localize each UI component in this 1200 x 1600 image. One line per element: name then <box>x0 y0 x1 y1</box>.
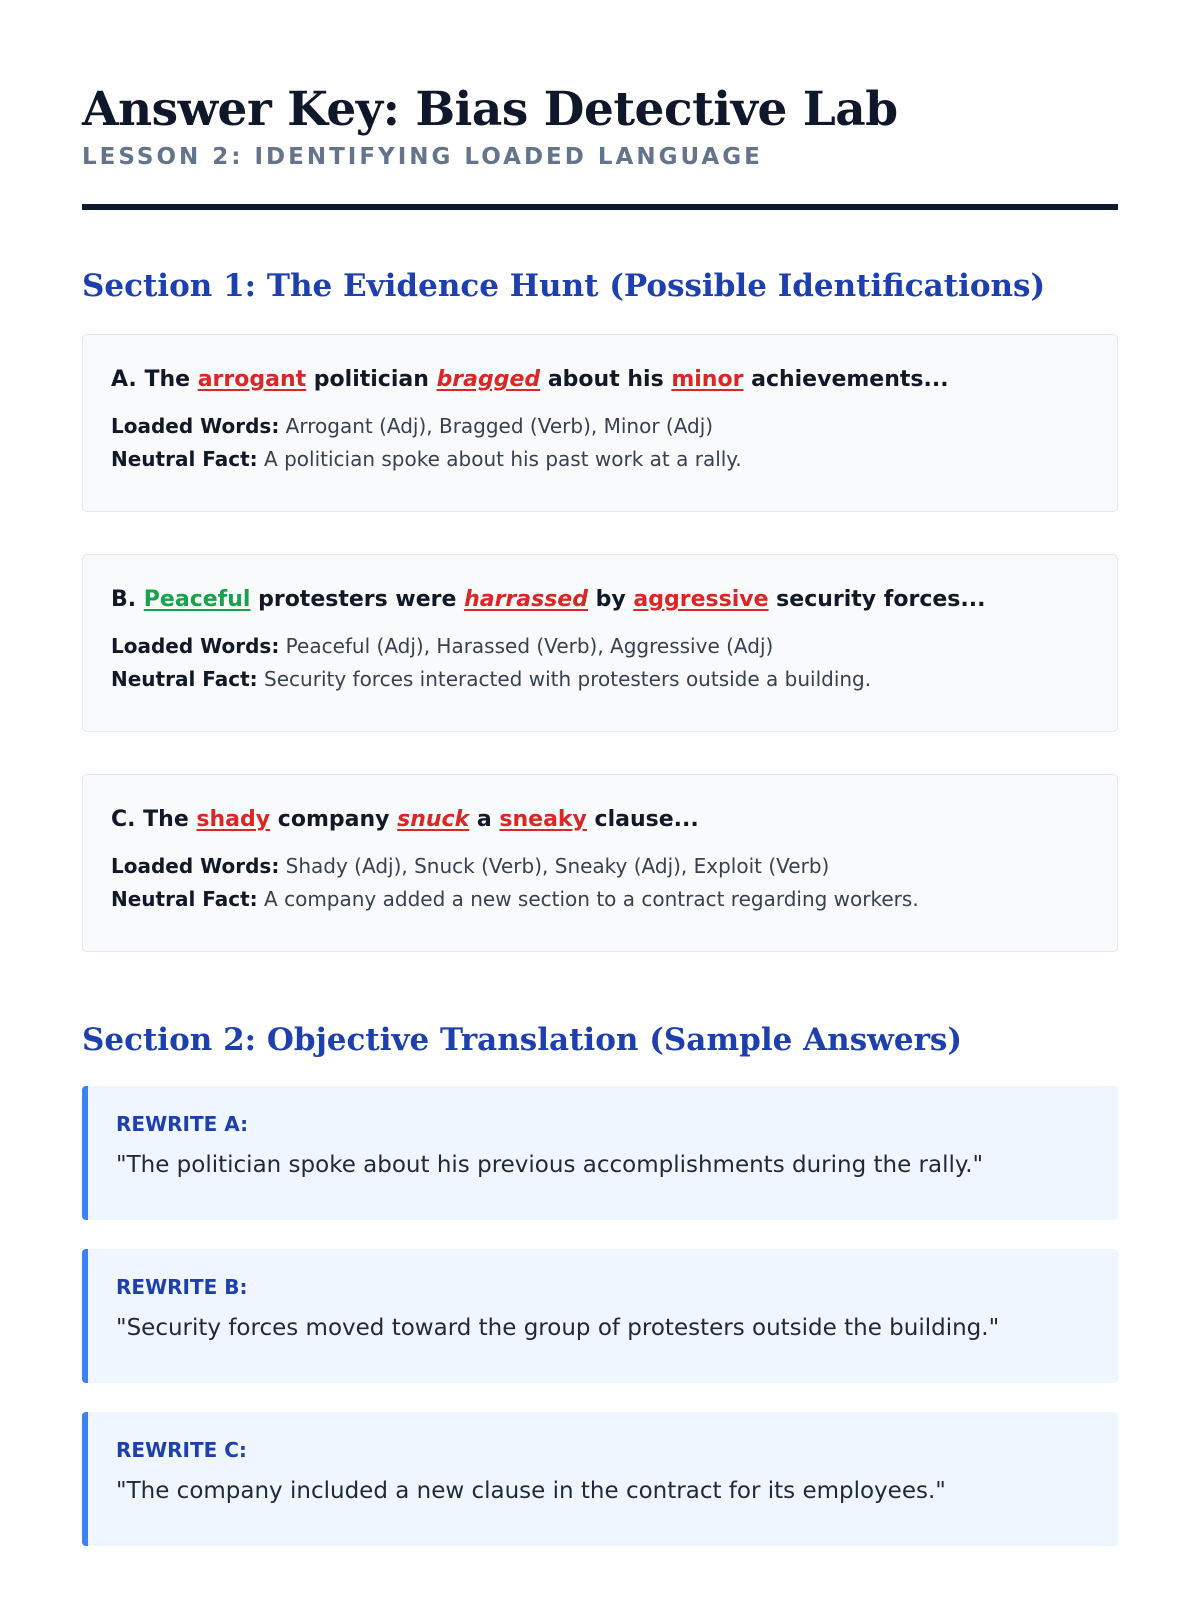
loaded-word: aggressive <box>633 587 769 612</box>
sentence-text: by <box>587 587 634 612</box>
neutral-fact-value: A company added a new section to a contract regarding workers. <box>257 887 919 911</box>
rewrite-text: "Security forces moved toward the group of protesters outside the building." <box>116 1315 1000 1341</box>
evidence-sentence <box>111 365 1089 395</box>
evidence-card-c <box>82 774 1118 952</box>
neutral-fact-value: Security forces interacted with protesters outside a building. <box>257 667 872 691</box>
loaded-words-line <box>111 630 1089 663</box>
loaded-word: minor <box>671 367 744 392</box>
loaded-words-line <box>111 850 1089 883</box>
page-title: Answer Key: Bias Detective Lab <box>82 82 898 137</box>
loaded-word: shady <box>196 807 271 832</box>
sentence-text: clause... <box>586 807 699 832</box>
rewrite-card-c <box>82 1412 1118 1546</box>
neutral-fact-line <box>111 663 1089 696</box>
rewrite-label: REWRITE B: <box>116 1275 248 1299</box>
sentence-text: security forces... <box>768 587 986 612</box>
loaded-words-value: Peaceful (Adj), Harassed (Verb), Aggressive (Adj) <box>279 634 774 658</box>
rewrite-label: REWRITE C: <box>116 1438 247 1462</box>
evidence-card-a <box>82 334 1118 512</box>
loaded-verb: snuck <box>397 807 470 832</box>
loaded-word-positive: Peaceful <box>143 587 251 612</box>
neutral-fact-line <box>111 443 1089 476</box>
loaded-words-value: Shady (Adj), Snuck (Verb), Sneaky (Adj), Exploit (Verb) <box>279 854 830 878</box>
sentence-text: protesters were <box>250 587 465 612</box>
sentence-text: C. The <box>111 807 197 832</box>
neutral-fact-label: Neutral Fact: <box>111 667 258 691</box>
loaded-words-label: Loaded Words: <box>111 634 280 658</box>
loaded-verb: harrassed <box>464 587 588 612</box>
sentence-text: A. The <box>111 367 198 392</box>
rewrite-text: "The politician spoke about his previous accomplishments during the rally." <box>116 1152 984 1178</box>
rewrite-card-b <box>82 1249 1118 1383</box>
neutral-fact-line <box>111 883 1089 916</box>
evidence-card-b <box>82 554 1118 732</box>
loaded-word: arrogant <box>197 367 307 392</box>
rewrite-card-a <box>82 1086 1118 1220</box>
loaded-word: sneaky <box>499 807 587 832</box>
neutral-fact-label: Neutral Fact: <box>111 887 258 911</box>
rewrite-text: "The company included a new clause in the contract for its employees." <box>116 1478 946 1504</box>
rewrite-label: REWRITE A: <box>116 1112 249 1136</box>
section-2-heading: Section 2: Objective Translation (Sample Answers) <box>82 1022 963 1058</box>
neutral-fact-value: A politician spoke about his past work at a rally. <box>257 447 742 471</box>
evidence-sentence <box>111 805 1089 835</box>
evidence-sentence <box>111 585 1089 615</box>
header-divider <box>82 204 1118 210</box>
loaded-words-label: Loaded Words: <box>111 854 280 878</box>
loaded-verb: bragged <box>436 367 541 392</box>
sentence-text: B. <box>111 587 144 612</box>
loaded-words-label: Loaded Words: <box>111 414 280 438</box>
sentence-text: a <box>469 807 500 832</box>
section-1-heading: Section 1: The Evidence Hunt (Possible Identifications) <box>82 268 1046 304</box>
loaded-words-value: Arrogant (Adj), Bragged (Verb), Minor (Adj) <box>279 414 714 438</box>
loaded-words-line <box>111 410 1089 443</box>
sentence-text: about his <box>540 367 672 392</box>
sentence-text: company <box>270 807 398 832</box>
sentence-text: politician <box>306 367 437 392</box>
sentence-text: achievements... <box>743 367 949 392</box>
neutral-fact-label: Neutral Fact: <box>111 447 258 471</box>
page-subtitle: LESSON 2: IDENTIFYING LOADED LANGUAGE <box>82 144 763 170</box>
